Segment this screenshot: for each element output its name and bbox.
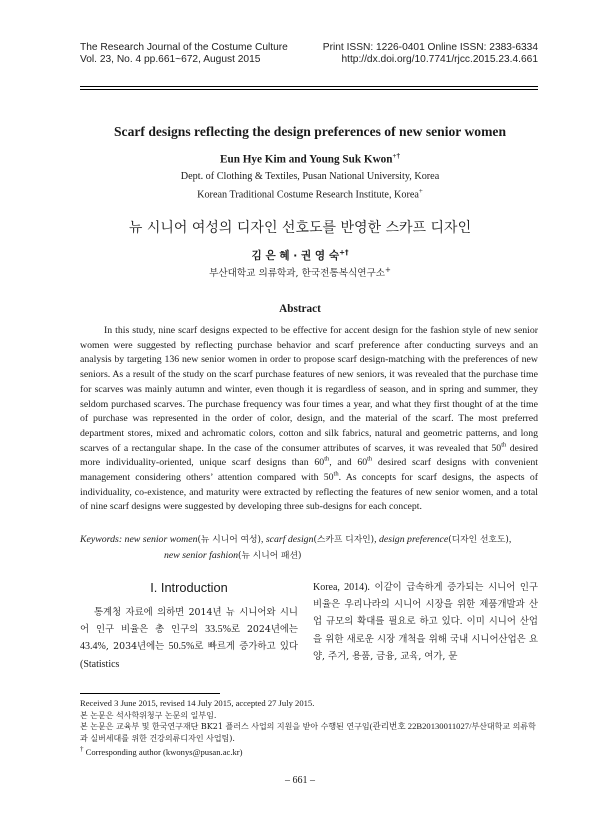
footnote-funding: 본 논문은 교육부 및 한국연구재단 BK21 플러스 사업의 지원을 받아 수행된 연구임(관리번호 22B20130011027/부산대학교 의류학과 실버세대를 위한 건강의류디자인 사업팀). — [80, 721, 536, 743]
section-heading-introduction: I. Introduction — [150, 580, 228, 595]
footnote-rule — [80, 693, 220, 694]
keyword-1: new senior women(뉴 시니어 여성) — [124, 534, 261, 545]
abstract-text-1: In this study, nine scarf designs expected to be effective for accent design for the fashion style of new senior women were suggested by reflecting purchase behavior and scarf preference after conducting surveys and an analysis by targeting 136 new senior women in order to propose scarf design-matching with the preferences of new seniors. As a result of the study on the scarf purchase features of new seniors, it was revealed that the purchase time for scarves was mainly autumn and winter, even though it is regardless of season, and in spring and summer, they seldom purchased scarves. The purchase frequency was four times a year, and what they first thought of at the time of purchase was represented in the order of color, design, and the material of the scarf. The most preferred department stores, mixed and achromatic colors, cotton and silk fabrics, natural and geometric patterns, and long scarves of a rectangular shape. In the case of the consumer attributes of scarves, it was revealed that 50 — [80, 325, 538, 454]
keywords: Keywords: new senior women(뉴 시니어 여성), scarf design(스카프 디자인), design preference(디자인 선호도), new senior fashion(뉴 시니어 패션) — [80, 534, 512, 561]
abstract-text-5: . As concepts for scarf designs, the aspects of individuality, co-existence, and maturity were extracted by reflecting the features of new senior women, and a total of nine scarf designs were suggested by developing three sub-designs for each concept. — [80, 472, 538, 513]
keywords-label: Keywords: — [80, 534, 123, 545]
korean-affiliation-line — [40, 265, 560, 279]
abstract-text-3: , and 60 — [329, 457, 368, 469]
author-line — [60, 152, 560, 166]
footnotes — [80, 698, 540, 759]
received-dates: Received 3 June 2015, revised 14 July 2015, accepted 27 July 2015. — [80, 698, 315, 708]
abstract-heading: Abstract — [279, 303, 321, 315]
abstract-text-2: desired more individuality-oriented, unique scarf designs than 60 — [80, 442, 538, 469]
header-rule-top — [80, 86, 538, 87]
affiliation-1: Dept. of Clothing & Textiles, Pusan National University, Korea — [180, 171, 440, 182]
korean-title: 뉴 시니어 여성의 디자인 선호도를 반영한 스카프 디자인 — [128, 220, 472, 236]
affiliation-2: Korean Traditional Costume Research Institute, Korea — [197, 189, 419, 201]
journal-name: The Research Journal of the Costume Culture — [80, 42, 288, 53]
footnote-thesis: 본 논문은 석사학위청구 논문의 일부임. — [80, 710, 217, 720]
affiliation-2-line — [60, 187, 560, 200]
intro-right-column: Korea, 2014). 이같이 급속하게 증가되는 시니어 인구 비율은 우리나라의 시니어 시장을 위한 제품개발과 산업 규모의 확대를 필요로 하고 있다. 이미 시니어 산업을 위한 새로운 시장 개척을 위해 국내 시니어산업은 요양, 주거, 용품, 금융, 교육, 여가, 문 — [313, 582, 538, 662]
abstract-text-4: desired scarf designs with convenient management considering others’ attention compared with 50 — [80, 457, 538, 484]
korean-affiliation-mark: + — [385, 265, 391, 274]
author-mark: +† — [392, 152, 400, 160]
superscript: th — [367, 456, 373, 464]
author-names: Eun Hye Kim and Young Suk Kwon — [220, 153, 393, 166]
issn-info: Print ISSN: 1226-0401 Online ISSN: 2383-6334 — [322, 42, 538, 53]
keyword-2: scarf design(스카프 디자인) — [265, 534, 375, 545]
superscript: th — [501, 441, 507, 449]
korean-author-names: 김 은 혜 · 권 영 숙 — [251, 250, 340, 262]
intro-left-column: 통계청 자료에 의하면 2014년 뉴 시니어와 시니어 인구 비율은 총 인구의 33.5%로 2024년에는 43.4%, 2034년에는 50.5%로 빠르게 증가하고 있다(Statistics — [80, 607, 298, 670]
keyword-3: design preference(디자인 선호도) — [379, 534, 509, 545]
header-rule-bottom — [80, 89, 538, 90]
affiliation-2-mark: + — [418, 187, 423, 195]
journal-header-right — [258, 42, 538, 66]
abstract-body — [80, 324, 538, 515]
page-number: – 661 – — [285, 775, 315, 786]
corresponding-author: † Corresponding author (kwonys@pusan.ac.kr) — [80, 745, 243, 758]
doi-link[interactable]: http://dx.doi.org/10.7741/rjcc.2015.23.4.661 — [341, 54, 538, 65]
paper-title: Scarf designs reflecting the design preferences of new senior women — [113, 124, 507, 139]
korean-author-mark: +† — [339, 248, 349, 257]
korean-author-line — [40, 248, 560, 263]
superscript: th — [333, 470, 339, 478]
superscript: th — [324, 456, 330, 464]
korean-affiliation: 부산대학교 의류학과, 한국전통복식연구소 — [209, 268, 386, 279]
volume-info: Vol. 23, No. 4 pp.661~672, August 2015 — [80, 54, 261, 65]
keyword-4: new senior fashion(뉴 시니어 패션) — [164, 550, 302, 561]
